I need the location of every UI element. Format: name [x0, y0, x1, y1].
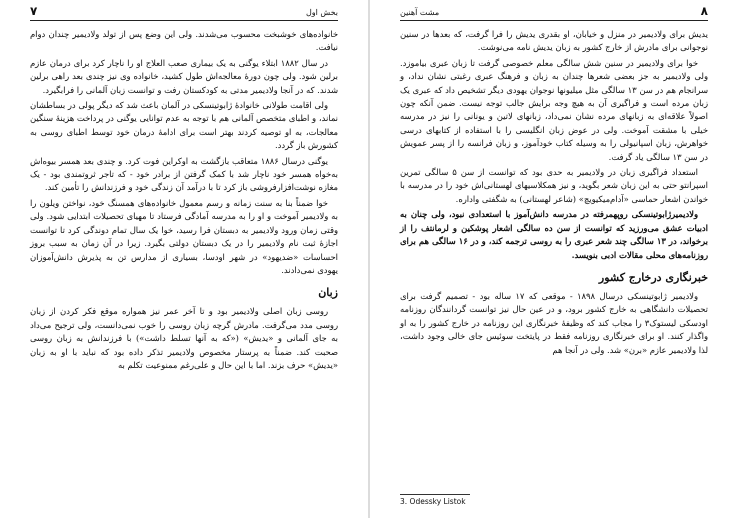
- page-number: ۷: [30, 4, 38, 18]
- footnote: 3. Odessky Listok: [400, 497, 466, 506]
- paragraph: خوا ضمناً بنا به سنت زمانه و رسم معمول خانواده‌های همسنگ خود، نواختن ویلون را به ولادیمیر آموخت و او را به مدرسه آمادگی فرستاد تا مهیای تحصیلات ابتدایی شود. ولی وقتی زمان ورود ولادیمیر به دبستان فرا رسید، خوا یک سال تمام دوندگی کرد تا توانست اجازهٔ ثبت نام ولادیمیر را در یک دبستان دولتی بگیرد. زیرا در آن زمان به سبب بروز احساسات «ضدیهود» در شهر اودسا، بسیاری از مدارس تن به پذیرش دانش‌آموزان یهودی نمی‌دادند.: [30, 197, 338, 275]
- footnote-rule: [400, 494, 470, 495]
- paragraph: روسی زبان اصلی ولادیمیر بود و تا آخر عمر نیز همواره موقع فکر کردن از زبان روسی مدد می‌گرفت. مادرش گرچه زبان روسی را خوب نمی‌دانست، ولی ترجیح می‌داد به جای آلمانی و «یدیش» («که به آنها تسلط داشت») با فرزندانش به زبان روسی صحبت کند. ضمناً به پرستار مخصوص ولادیمیر تذکر داده بود که نباید با او به زبان «یدیش» حرف بزند. اما با این حال و علی‌رغم ممنوعیت تکلم به: [30, 306, 338, 370]
- page-number: ۸: [700, 4, 708, 18]
- section-heading: زبان: [318, 286, 338, 300]
- right-page-body: [400, 28, 708, 359]
- running-head-right: [400, 4, 708, 21]
- paragraph: ولادیمیر ژابوتینسکی درسال ۱۸۹۸ - موقعی که ۱۷ ساله بود - تصمیم گرفت برای تحصیلات دانشگاهی به خارج کشور برود، و در عین حال نیز توانست گردانندگان روزنامه اودسکی لیستوک۳ را مجاب کند که وظیفهٔ خبرنگاری این روزنامه در خارج کشور را به او واگذار کنند. او برای خبرنگاری روزنامه فقط در پایتخت سوئیس جای خالی وجود داشت، لذا ولادیمیر عازم «برن» شد. ولی در آنجا هم: [400, 290, 708, 355]
- paragraph: ولی اقامت طولانی خانوادهٔ ژابوتینسکی در آلمان باعث شد که دیگر پولی در بساطشان نماند، و اطبای متخصص آلمانی هم با توجه به عدم توانایی یوگنی در پرداخت هزینهٔ سنگین معالجات، به او توصیه کردند بهتر است برای ادامهٔ درمان خود توسط اطبای روسی به کشورش باز گردد.: [30, 100, 338, 151]
- paragraph: خوا برای ولادیمیر در سنین شش سالگی معلم خصوصی گرفت تا زبان عبری بیاموزد. ولی ولادیمیر به جز بعضی شعرها چندان به زبان و فرهنگ عبری رغبتی نشان نداد، و سرانجام هم در سن ۱۳ سالگی مثل میلیونها نوجوان یهودی دیگر تشخیص داد که عبری یک زبان مرده است و فراگیری آن به هیچ وجه برایش جالب توجه نیست. ضمن آنکه چون اصولاً علاقه‌ای به زبانهای مرده نشان نمی‌داد، زبانهای لاتین و یونانی را نیز در مدرسه خیلی با مشقت آموخت. ولی در عوض زبان انگلیسی را با استفاده از کتابهای درسی خواهرش، زبان اسپانیولی را به وسیله کتاب خودآموز، و زبان فرانسه را از پسر عمویش در سن ۱۳ سالگی یاد گرفت.: [400, 57, 708, 162]
- paragraph: در سال ۱۸۸۲ ابتلاء یوگنی به یک بیماری صعب العلاج او را ناچار کرد برای درمان عازم برلین شود. ولی چون دورهٔ معالجه‌اش طول کشید، خانواده وی نیز چندی بعد راهی برلین شدند. که در آنجا ولادیمیر مدتی به کودکستان رفت و توانست زبان آلمانی را فرابگیرد.: [30, 57, 338, 95]
- paragraph: استعداد فراگیری زبان در ولادیمیر به حدی بود که توانست از سن ۵ سالگی تمرین اسپرانتو حتی به این زبان شعر بگوید، و نیز همکلاسیهای لهستانی‌اش خود را در مدرسه با خواندن اشعار حماسی «آدام‌میکیویچ» (شاعر لهستانی) به شگفتی واداره.: [400, 167, 708, 204]
- right-page: [370, 0, 738, 518]
- paragraph: خانواده‌های خوشبخت محسوب می‌شدند. ولی این وضع پس از تولد ولادیمیر چندان دوام نیافت.: [30, 29, 338, 53]
- bold-paragraph: ولادیمیرژابوتینسکی روپهمرفته در مدرسه دانش‌آموز با استعدادی نبود، ولی چنان به ادبیات عشق می‌ورزید که توانست از سن ده سالگی اشعار پوشکین و لرمانتف را از برخواند، در ۱۳ سالگی چند شعر عبری را به روسی ترجمه کند، و در ۱۶ سالگی هم برای روزنامه‌های محلی مقالات ادبی بنویسد.: [400, 209, 708, 260]
- paragraph: یوگنی درسال ۱۸۸۶ متعاقب بازگشت به اوکراین فوت کرد. و چندی بعد همسر بیوه‌اش به‌خواه همسر خود ناچار شد با کمک گرفتن از برادر خود - که تاجر ثروتمندی بود - یک مغازه نوشت‌افزارفروشی باز کرد تا با درآمد آن زندگی خود و فرزندانش را تأمین کند.: [30, 155, 338, 193]
- section-heading: خبرنگاری درخارج کشور: [598, 270, 708, 284]
- running-head-left: [30, 4, 338, 21]
- running-title: مشت آهنین: [400, 8, 440, 17]
- left-page-body: [30, 28, 338, 374]
- left-page: [0, 0, 368, 518]
- running-title: بخش اول: [305, 8, 338, 17]
- paragraph: یدیش برای ولادیمیر در منزل و خیابان، او بقدری یدیش را فرا گرفت، که بعدها در سنین نوجوانی برای مادرش از خارج کشور به زبان یدیش نامه می‌نوشت.: [400, 29, 708, 53]
